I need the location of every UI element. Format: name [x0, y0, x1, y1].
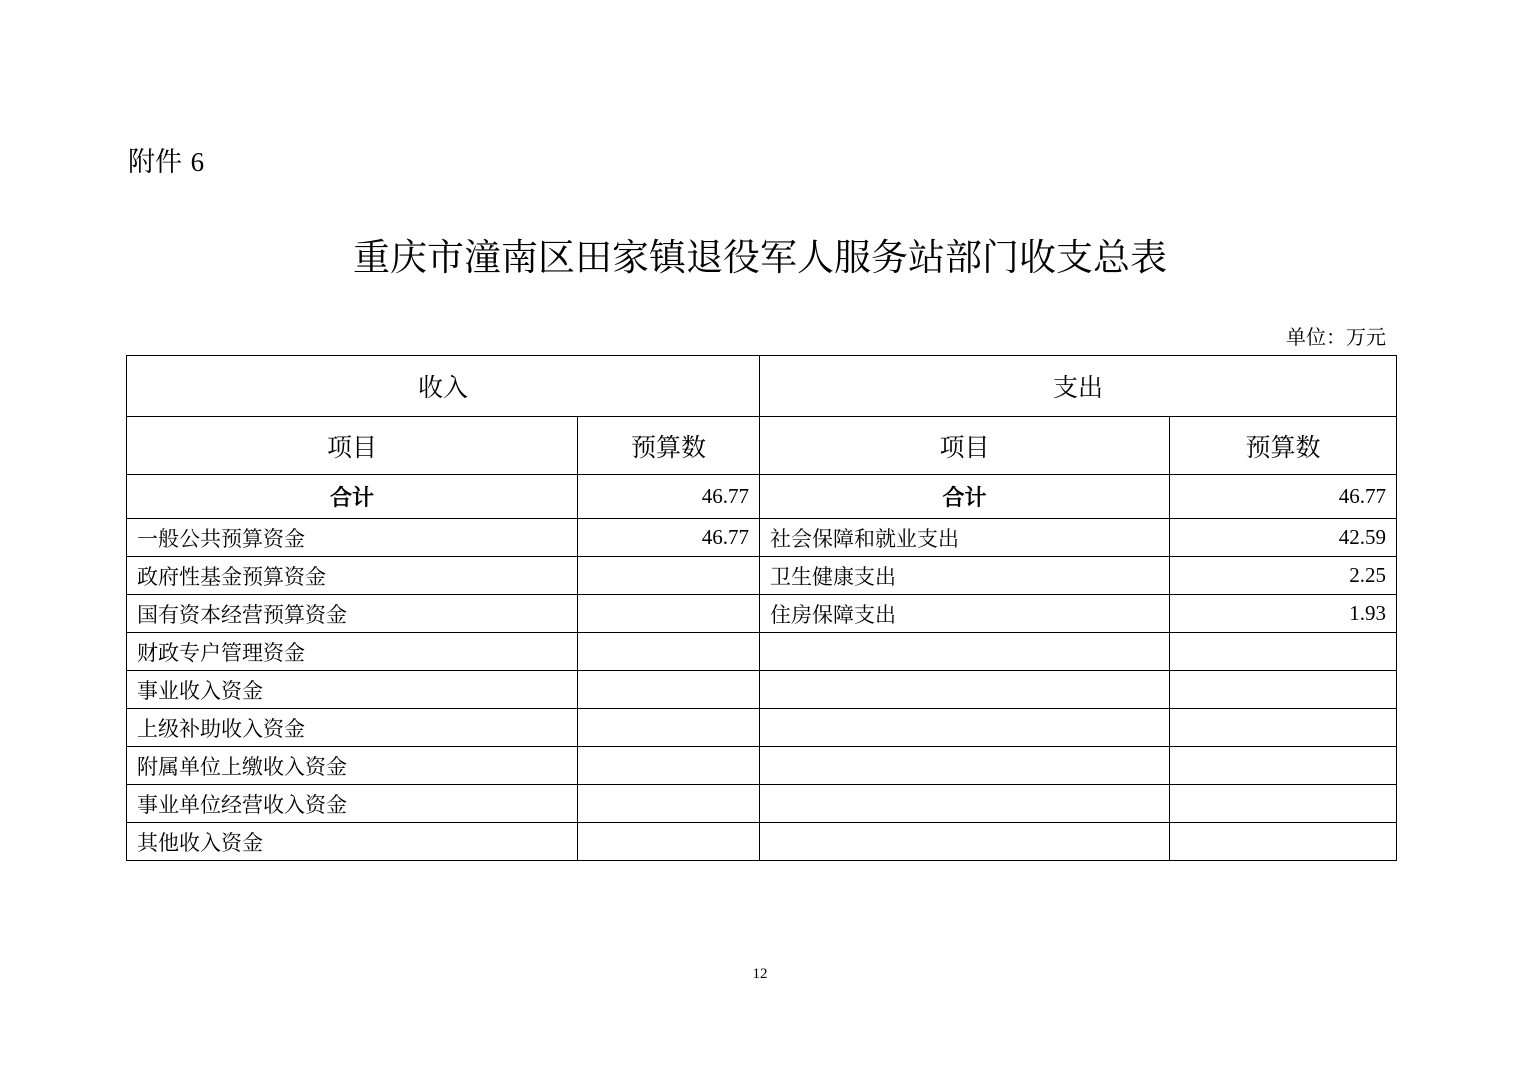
income-value: [578, 671, 760, 709]
table-row: [127, 785, 1397, 823]
expense-item: [760, 747, 1170, 785]
income-item-column-header: 项目: [127, 417, 578, 475]
page-title: 重庆市潼南区田家镇退役军人服务站部门收支总表: [353, 236, 1167, 279]
income-value: [578, 595, 760, 633]
income-value: [578, 785, 760, 823]
expense-value: 1.93: [1170, 595, 1397, 633]
income-item: 事业单位经营收入资金: [127, 785, 578, 823]
income-value: [578, 633, 760, 671]
income-item: 财政专户管理资金: [127, 633, 578, 671]
expense-item-column-header: 项目: [760, 417, 1170, 475]
income-item: 国有资本经营预算资金: [127, 595, 578, 633]
expense-value: [1170, 709, 1397, 747]
attachment-text: 附件: [128, 147, 182, 178]
expense-item: 住房保障支出: [760, 595, 1170, 633]
income-value: [578, 709, 760, 747]
expense-value: 2.25: [1170, 557, 1397, 595]
expense-item: [760, 823, 1170, 861]
income-value: 46.77: [578, 519, 760, 557]
income-item: 附属单位上缴收入资金: [127, 747, 578, 785]
expense-item: [760, 785, 1170, 823]
income-section-header: 收入: [127, 356, 760, 417]
income-value: [578, 557, 760, 595]
expense-item: 社会保障和就业支出: [760, 519, 1170, 557]
table-row: [127, 747, 1397, 785]
page-number: 12: [752, 966, 768, 982]
expense-item: [760, 633, 1170, 671]
table-row: [127, 557, 1397, 595]
table-row: [127, 595, 1397, 633]
table-row: [127, 519, 1397, 557]
income-budget-column-header: 预算数: [578, 417, 760, 475]
expense-item: [760, 671, 1170, 709]
expense-value: 42.59: [1170, 519, 1397, 557]
income-value: [578, 823, 760, 861]
income-item: 一般公共预算资金: [127, 519, 578, 557]
attachment-number: 6: [190, 147, 205, 177]
income-item: 政府性基金预算资金: [127, 557, 578, 595]
expense-item: 卫生健康支出: [760, 557, 1170, 595]
income-total-label: 合计: [127, 475, 578, 519]
expense-value: [1170, 747, 1397, 785]
table-row: [127, 633, 1397, 671]
expense-budget-column-header: 预算数: [1170, 417, 1397, 475]
unit-label: 单位：万元: [1286, 325, 1386, 349]
expense-value: [1170, 785, 1397, 823]
table-row: [127, 823, 1397, 861]
expense-total-value: 46.77: [1170, 475, 1397, 519]
column-header-row: [127, 417, 1397, 475]
income-total-value: 46.77: [578, 475, 760, 519]
expense-section-header: 支出: [760, 356, 1397, 417]
expense-total-label: 合计: [760, 475, 1170, 519]
income-item: 其他收入资金: [127, 823, 578, 861]
table-row: [127, 709, 1397, 747]
attachment-label: [128, 142, 204, 183]
table-row: [127, 671, 1397, 709]
total-row: [127, 475, 1397, 519]
expense-item: [760, 709, 1170, 747]
expense-value: [1170, 823, 1397, 861]
budget-table: [126, 355, 1397, 861]
income-item: 事业收入资金: [127, 671, 578, 709]
income-value: [578, 747, 760, 785]
income-item: 上级补助收入资金: [127, 709, 578, 747]
section-header-row: [127, 356, 1397, 417]
expense-value: [1170, 671, 1397, 709]
expense-value: [1170, 633, 1397, 671]
